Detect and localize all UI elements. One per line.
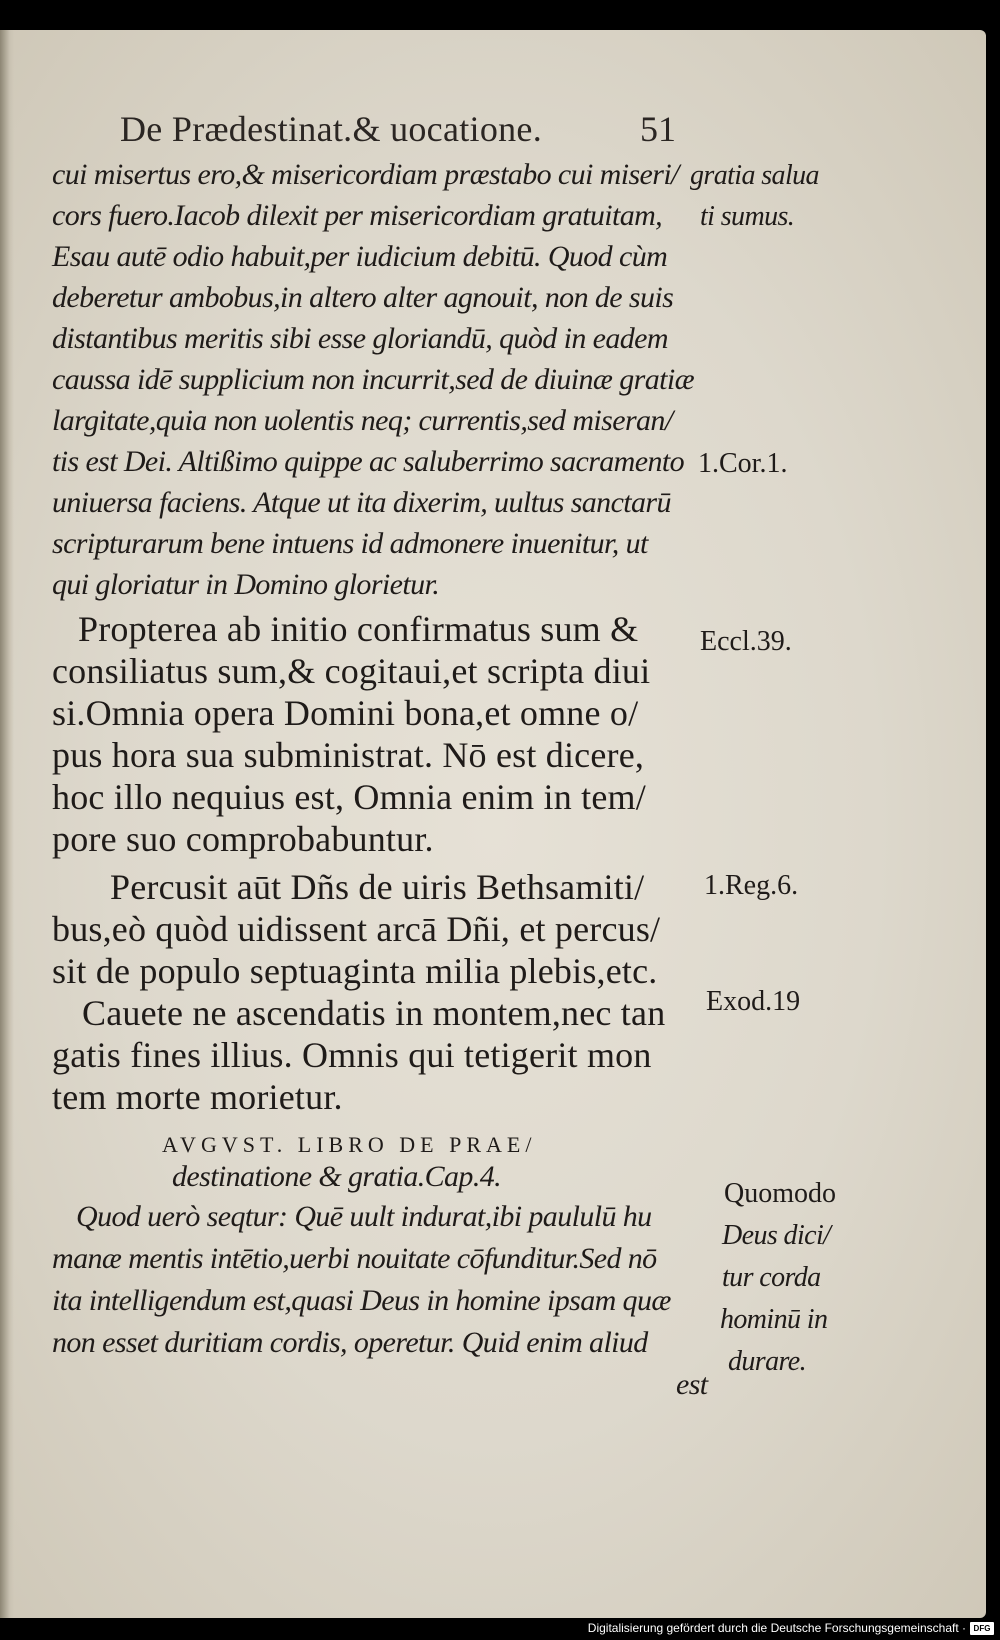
- text-line: hoc illo nequius est, Omnia enim in tem/: [52, 777, 646, 817]
- book-page: [0, 30, 986, 1618]
- text-line: consiliatus sum,& cogitaui,et scripta diui: [52, 651, 651, 691]
- text-line: distantibus meritis sibi esse gloriandū, quòd in eadem: [52, 322, 668, 355]
- page-number: 51: [640, 109, 676, 149]
- running-title: De Prædestinat.& uocatione.: [120, 109, 543, 149]
- text-line: Propterea ab initio confirmatus sum &: [78, 609, 639, 649]
- text-line: largitate,quia non uolentis neq; currentis,sed miseran/: [52, 404, 673, 437]
- text-line: ita intelligendum est,quasi Deus in homine ipsam quæ: [52, 1284, 671, 1317]
- margin-note: 1.Reg.6.: [704, 870, 799, 901]
- section-heading: AVGVST. LIBRO DE PRAE/: [162, 1132, 537, 1157]
- text-line: bus,eò quòd uidissent arcā Dñi, et percus/: [52, 909, 661, 949]
- text-line: pore suo comprobabuntur.: [52, 819, 434, 859]
- text-line: cui misertus ero,& misericordiam præstabo cui miseri/: [52, 158, 679, 191]
- text-line: caussa idē supplicium non incurrit,sed de diuinæ gratiæ: [52, 363, 694, 396]
- margin-note: tur corda: [722, 1262, 821, 1293]
- text-line: scripturarum bene intuens id admonere inuenitur, ut: [52, 527, 648, 560]
- text-line: qui gloriatur in Domino glorietur.: [52, 568, 440, 601]
- section-subheading: destinatione & gratia.Cap.4.: [172, 1160, 502, 1193]
- running-header: [120, 108, 676, 150]
- text-line: uniuersa faciens. Atque ut ita dixerim, uultus sanctarū: [52, 486, 671, 519]
- margin-note: Exod.19: [706, 986, 801, 1017]
- text-line: si.Omnia opera Domini bona,et omne o/: [52, 693, 639, 733]
- catchword: est: [676, 1368, 708, 1401]
- text-line: sit de populo septuaginta milia plebis,etc.: [52, 951, 658, 991]
- margin-note: Quomodo: [724, 1178, 836, 1209]
- text-line: tis est Dei. Altißimo quippe ac saluberrimo sacramento: [52, 445, 684, 478]
- page-gutter-shadow: [0, 30, 14, 1618]
- margin-note: Deus dici/: [722, 1220, 831, 1251]
- text-line: Quod uerò seqtur: Quē uult indurat,ibi paululū hu: [76, 1200, 652, 1233]
- text-line: manæ mentis intētio,uerbi nouitate cōfunditur.Sed nō: [52, 1242, 657, 1275]
- dfg-logo: DFG: [970, 1622, 994, 1635]
- margin-note: ti sumus.: [700, 201, 795, 232]
- text-line: Percusit aūt Dñs de uiris Bethsamiti/: [110, 867, 645, 907]
- funding-credit: Digitalisierung gefördert durch die Deutsche Forschungsgemeinschaft ·: [587, 1621, 966, 1635]
- text-line: non esset duritiam cordis, operetur. Quid enim aliud: [52, 1326, 648, 1359]
- margin-note: hominū in: [720, 1304, 828, 1335]
- margin-note: 1.Cor.1.: [698, 448, 788, 479]
- text-line: pus hora sua subministrat. Nō est dicere,: [52, 735, 645, 775]
- text-line: deberetur ambobus,in altero alter agnouit, non de suis: [52, 281, 674, 314]
- text-line: cors fuero.Iacob dilexit per misericordiam gratuitam,: [52, 199, 663, 232]
- margin-note: Eccl.39.: [700, 626, 792, 657]
- text-line: tem morte morietur.: [52, 1077, 343, 1117]
- text-line: gatis fines illius. Omnis qui tetigerit mon: [52, 1035, 652, 1075]
- margin-note: gratia salua: [690, 160, 819, 191]
- margin-note: durare.: [728, 1346, 806, 1377]
- text-line: Esau autē odio habuit,per iudicium debitū. Quod cùm: [52, 240, 668, 273]
- text-line: Cauete ne ascendatis in montem,nec tan: [82, 993, 666, 1033]
- footer-bar: [0, 1618, 1000, 1640]
